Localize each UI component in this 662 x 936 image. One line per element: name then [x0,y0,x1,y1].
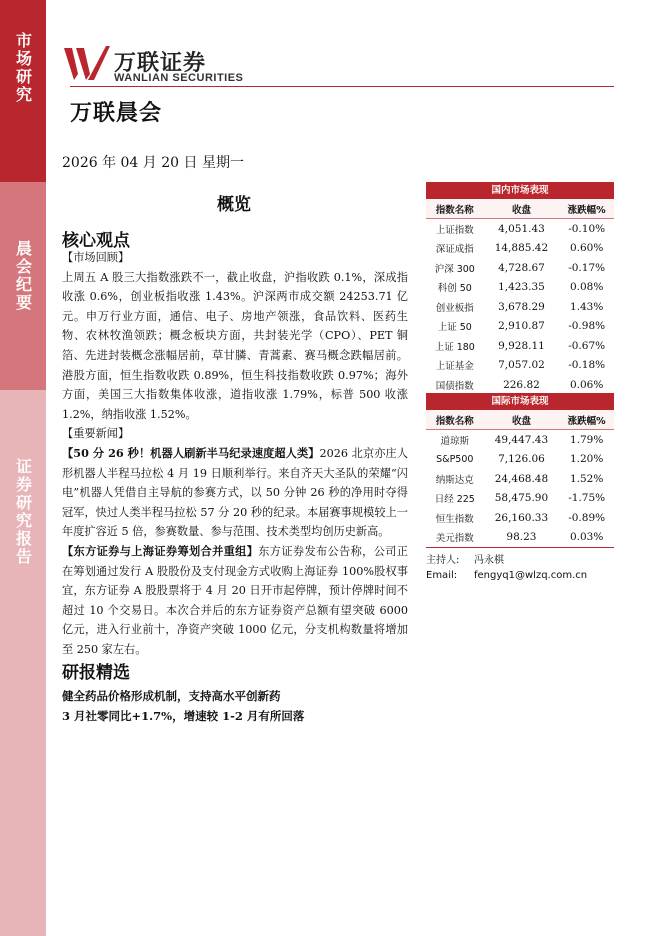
international-table-title: 国际市场表现 [426,393,614,410]
research-picks-title: 研报精选 [62,663,130,683]
host-label: 主持人: [426,555,460,566]
logo-english-text: WANLIAN SECURITIES [114,72,244,84]
table-row: S&P500 7,126.06 1.20% [436,453,604,466]
sidebar-market-research: 市场研究 [0,0,46,182]
table-row: 国债指数 226.82 0.06% [426,375,614,395]
col-index-name: 指数名称 [426,410,484,430]
col-close: 收盘 [484,410,560,430]
table-row: 恒生指数 26,160.33 -0.89% [435,511,606,525]
table-row: 深证成指 14,885.42 0.60% [435,242,604,256]
logo-chinese-text: 万联证券 [114,51,207,76]
host-name: 冯永棋 [474,555,504,566]
important-news-heading: 【重要新闻】 [62,427,130,441]
email-link[interactable]: fengyq1@wlzq.com.cn [474,570,588,581]
table-row: 美元指数 98.23 0.03% [426,528,614,548]
company-logo [62,44,262,88]
international-market-table [426,393,614,548]
wanlian-logo-icon [62,44,110,84]
email-line [426,570,588,581]
domestic-table-title: 国内市场表现 [426,182,614,199]
document-title: 万联晨会 [70,100,163,126]
news-item-merger: 【东方证券与上海证券筹划合并重组】东方证券发布公告称，公司正在筹划通过发行 A 股股份及支付现金方式收购上海证券 100%股权事宜，东方证券 A 股股票将于 4 月 20 日开市起停牌，预计停牌时间不超过 10 个交易日。本次合并后的东方证券资产总额有望突破 6000 亿元，进入行业前十，净资产突破 1000 亿元，分支机构数量将增加至 250 家左右。 [62,543,408,656]
col-change: 涨跌幅% [559,410,614,430]
domestic-market-table [426,182,614,396]
header-divider [70,86,614,87]
table-row: 创业板指 3,678.29 1.43% [435,300,604,314]
table-row: 上证指数 4,051.43 -0.10% [435,222,606,236]
col-index-name: 指数名称 [426,199,484,219]
market-review-heading: 【市场回顾】 [62,251,130,264]
report-date: 2026 年 04 月 20 日 星期一 [62,155,244,171]
table-row: 科创 50 1,423.35 0.08% [437,281,604,295]
table-row: 上证基金 7,057.02 -0.18% [435,359,606,373]
news-item-robot: 【50 分 26 秒！机器人刷新半马纪录速度超人类】2026 北京亦庄人形机器人半程马拉松 4 月 19 日顺利举行。来自齐天大圣队的荣耀“闪电”机器人凭借自主导航的参赛方式，以 50 分钟 26 秒的净用时夺得冠军，快过人类半程马拉松 57 分 20 秒的纪录。本届赛事规模较上一年度扩容近 5 倍，参赛数量、参与范围、技术类型均创历史新高。 [62,445,409,539]
table-row: 上证 50 2,910.87 -0.98% [437,320,606,334]
sidebar-morning-meeting: 晨会纪要 [0,182,46,390]
overview-title: 概览 [217,195,251,215]
email-label: Email: [426,570,458,581]
table-row: 上证 180 9,928.11 -0.67% [434,339,606,353]
sidebar-research-report: 证券研究报告 [0,390,46,936]
report-link-drug-pricing[interactable]: 健全药品价格形成机制，支持高水平创新药 [62,689,281,703]
market-review-text: 上周五 A 股三大指数涨跌不一，截止收盘，沪指收跌 0.1%，深成指收涨 0.6%，创业板指收涨 1.43%。沪深两市成交额 24253.71 亿元。申万行业方面，通信、电子、房地产领涨，食品饮料、医药生物、农林牧渔领跌；概念板块方面，共封装光学（CPO）、PET 铜箔、先进封装概念涨幅居前，草甘膦、青蒿素、赛马概念跌幅居前。港股方面，恒生指数收跌 0.89%，恒生科技指数收跌 0.97%；海外方面，美国三大指数集体收涨，道指收涨 1.79%，标普 500 收涨 1.2%，纳指收涨 1.52%。 [62,270,408,421]
table-row: 道琼斯 49,447.43 1.79% [440,433,604,447]
col-change: 涨跌幅% [559,199,614,219]
table-row: 纳斯达克 24,468.48 1.52% [435,472,604,486]
core-viewpoints-title: 核心观点 [62,231,130,251]
table-row: 沪深 300 4,728.67 -0.17% [434,261,606,275]
col-close: 收盘 [484,199,560,219]
report-link-retail-sales[interactable]: 3 月社零同比+1.7%，增速较 1-2 月有所回落 [62,709,305,723]
core-viewpoints-body [62,248,408,659]
table-row: 日经 225 58,475.90 -1.75% [434,492,606,506]
sidebar [0,0,46,936]
host-line [426,551,504,566]
